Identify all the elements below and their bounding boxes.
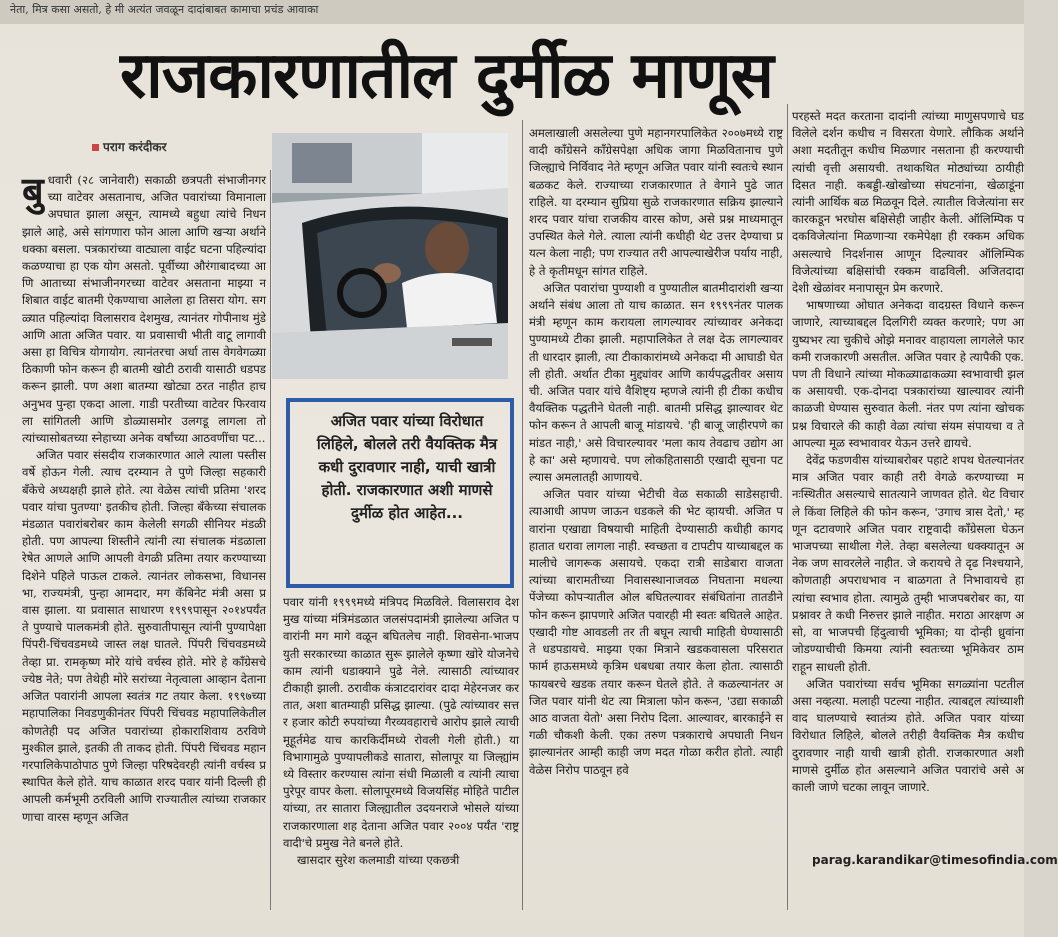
column-divider — [522, 120, 523, 910]
dropcap: बु — [22, 169, 44, 213]
photo-car-image — [272, 133, 508, 379]
column-3 — [529, 125, 783, 910]
column-2-lower — [283, 594, 519, 914]
paragraph: अमलाखाली असलेल्या पुणे महानगरपालिकेत २००७मध्ये राष्ट्रवादी काँग्रेसने काँग्रेसपेक्षा अधिक जागा मिळवितानाच पुणे जिल्ह्याचे निर्विवाद नेते म्हणून अजित पवार यांनी स्वतःचे स्थान बळकट केले. राज्याच्या राजकारणात ते वेगाने पुढे जात राहिले. या दरम्यान सुप्रिया सुळे राजकारणात सक्रिय झाल्याने शरद पवार यांचा राजकीय वारस कोण, असे प्रश्न माध्यमातून उपस्थित केले गेले. त्याला त्यांनी कधीही थेट उत्तर देण्याचा प्रयत्न केला नाही; पण राज्यात तरी आपल्याखेरीज पर्याय नाही, हे ते कृतीमधून सांगत राहिले. — [529, 126, 783, 278]
byline-marker-icon — [92, 144, 99, 151]
byline — [92, 138, 167, 155]
paragraph: अजित पवारांचा पुण्याशी व पुण्यातील बातमीदारांशी खऱ्या अर्थाने संबंध आला तो याच काळात. सन १९९९नंतर पालकमंत्री म्हणून काम करायला लागल्यावर त्यांच्यावर अनेकदा पुण्यामध्ये टीका झाली. महापालिकेत ते लक्ष देऊ लागल्यावर ती धारदार झाली, त्या टीकाकारांमध्ये अनेकदा मी आघाडी घेतली होती. अर्थात टीका मुद्द्यांवर आणि कार्यपद्धतीवर असायची. अजित पवार यांचे वैशिष्ट्य म्हणजे त्यांनी ही टीका कधीच वैयक्तिक पद्धतीने घेतली नाही. बातमी प्रसिद्ध झाल्यावर थेट फोन करून ते आपली बाजू मांडायचे. 'ही बाजू जाहीरपणे का मांडत नाही,' असे विचारल्यावर 'मला काय तेवढाच उद्योग आहे का' असे म्हणायचे. पण लोकहितासाठी एखादी सूचना पटल्यास अमलातही आणायचे. — [529, 280, 783, 485]
previous-article-strip: नेता, मित्र कसा असतो, हे मी अत्यंत जवळून दादांबाबत कामाचा प्रचंड आवाका — [0, 0, 1024, 24]
paragraph: खासदार सुरेश कलमाडी यांच्या एकछत्री — [297, 853, 460, 868]
column-1 — [22, 169, 266, 892]
column-divider — [270, 170, 271, 910]
author-name: पराग करंदीकर — [103, 140, 167, 154]
paragraph: अजित पवार संसदीय राजकारणात आले त्याला पस्तीस वर्षे होऊन गेली. त्याच दरम्यान ते पुणे जिल्हा सहकारी बँकेचे अध्यक्षही झाले होते. त्या वेळेस त्यांची प्रतिमा 'शरद पवार यांचा पुतण्या' इतकीच होती. जिल्हा बँकेच्या संचालक मंडळात पवारांबरोबर काम केलेली सगळी सीनियर मंडळी होती. पण आपल्या शिस्तीने त्यांनी त्या संचालक मंडळाला रेषेत आणले आणि आपली वेगळी प्रतिमा तयार करण्याच्या दिशेने पहिले पाऊल टाकले. त्यानंतर लोकसभा, विधानसभा, राज्यमंत्री, पुन्हा आमदार, मग कॅबिनेट मंत्री असा प्रवास झाला. या प्रवासात साधारण १९९९पासून २०१४पर्यंत ते पुण्याचे पालकमंत्री होते. सुरुवातीपासून त्यांनी पुण्यापेक्षा पिंपरी-चिंचवडमध्ये जास्त लक्ष घातले. पिंपरी चिंचवडमध्ये तेव्हा प्रा. रामकृष्ण मोरे यांचे वर्चस्व होते. मोरे हे काँग्रेसचे ज्येष्ठ नेते; पण तेथेही मोरे सरांच्या नेतृत्वाला आव्हान देताना अजित पवारांनी आपला स्वतंत्र गट तयार केला. १९९७च्या महापालिका निवडणुकीनंतर पिंपरी चिंचवड महापालिकेतील कोणतेही पद अजित पवारांच्या होकाराशिवाय ठरविणे मुश्कील झाले, इतकी ती ताकद होती. पिंपरी चिंचवड महानगरपालिकेपाठोपाठ पुणे जिल्हा परिषदेवरही त्यांनी वर्चस्व प्रस्थापित केले होते. याच काळात शरद पवार यांनी दिल्ली ही आपली कर्मभूमी ठरविली आणि राज्यातील त्यांच्या राजकारणाचा वारस म्हणून अजित — [22, 448, 266, 824]
paragraph: भाषणाच्या ओघात अनेकदा वादग्रस्त विधाने करून जाणारे, त्याच्याबद्दल दिलगिरी व्यक्त करणारे; पण आयुष्यभर त्या चुकीचे ओझे मनावर वाहायला लागलेले फार कमी राजकारणी असतील. अजित पवार हे त्यापैकी एक. पण ती विधाने त्यांच्या मोकळ्याढाकळ्या स्वभावाची झलक असायची. एक-दोनदा पत्रकारांच्या खाल्यावर त्यांनी काळजी घेण्यास सुरुवात केली. नंतर पण त्यांना खोचक प्रश्न विचारले की काही वेळा त्यांचा संयम संपायचा व ते आपल्या मूळ स्वभावावर येऊन उत्तरे द्यायचे. — [792, 298, 1024, 450]
paragraph: बुधवारी (२८ जानेवारी) सकाळी छत्रपती संभाजीनगरच्या वाटेवर असतानाच, अजित पवारांच्या विमानाला अपघात झाला असून, त्यामध्ये बहुधा त्यांचे निधन झाले आहे, असे सांगणारा फोन आला आणि खऱ्या अर्थाने धक्का बसला. पत्रकारांच्या वाट्याला वाईट घटना पहिल्यांदा कळण्याचा हा एक योग असतो. पूर्वीच्या औरंगाबादच्या आणि आताच्या संभाजीनगरच्या वाटेवर असताना माझ्या नशिबात वाईट बातमी ऐकण्याचा आलेला हा तिसरा योग. सगळ्यात पहिल्यांदा विलासराव देशमुख, त्यानंतर गोपीनाथ मुंडे आणि आता अजित पवार. या प्रवासाची भीती वाटू लागावी असा हा विचित्र योगायोग. त्यानंतरचा अर्धा तास वेगवेगळ्या ठिकाणी फोन करून ही बातमी खोटी ठरावी यासाठी धडपड करून झाली. पण अशा बातम्या खोट्या ठरत नाहीत हाच अनुभव पुन्हा एकदा आला. गाडी परतीच्या वाटेवर फिरवायला सांगितली आणि डोळ्यासमोर उलगडू लागला तो त्यांच्यासोबतच्या स्नेहाच्या अनेक वर्षांच्या आठवणींचा पट... — [22, 169, 266, 446]
column-divider — [787, 104, 788, 910]
article-photo — [272, 133, 508, 379]
paragraph: परहस्ते मदत करताना दादांनी त्यांच्या माणुसपणाचे घडविलेले दर्शन कधीच न विसरता येणारे. लौकिक अर्थाने अशा मदतीतून कधीच मिळणार नसताना ही करण्याची त्यांची वृत्ती असायची. तथाकथित मोठ्यांच्या ठायीही दिसत नाही. कबड्डी-खोखोच्या संघटनांना, खेळाडूंना त्यांनी आर्थिक बळ मिळवून दिले. त्यातील विजेत्यांना सरकारकडून भरघोस बक्षिसेही जाहीर केली. ऑलिम्पिक पदकविजेत्यांना मिळणाऱ्या रकमेपेक्षा ही रक्कम अधिक असल्याचे निदर्शनास आणून दिल्यावर ऑलिम्पिक विजेत्यांच्या बक्षिसांची रक्कम वाढविली. अजितदादा देशी खेळांवर मनापासून प्रेम करणारे. — [792, 109, 1024, 296]
headline: राजकारणातील दुर्मीळ माणूस — [120, 39, 773, 113]
paragraph: अजित पवारांच्या सर्वच भूमिका सगळ्यांना पटतील असा नव्हत्या. मलाही पटल्या नाहीत. त्याबद्दल त्यांच्याशी वाद घालण्याचे स्वातंत्र्य होते. अजित पवार यांच्या विरोधात लिहिले, बोलले तरीही वैयक्तिक मैत्र कधीच दुरावणार नाही याची खात्री होती. राजकारणात अशी माणसे दुर्मीळ होत असल्याने अजित पवारांचे असे अकाली जाणे चटका लावून जाणारे. — [792, 676, 1024, 794]
paragraph: देवेंद्र फडणवीस यांच्याबरोबर पहाटे शपथ घेतल्यानंतर मात्र अजित पवार काही तरी वेगळे करण्याच्या मनःस्थितीत असल्याचे सातत्याने जाणवत होते. थेट विचारले किंवा लिहिले की फोन करून, 'उगाच त्रास देतो,' म्हणून दटावणारे अजित पवार राष्ट्रवादी काँग्रेसला घेऊन भाजपच्या साथीला गेले. तेव्हा बसलेल्या धक्क्यातून अनेक जण सावरलेले नाहीत. जे करायचे ते दृढ निश्चयाने, कोणताही अपराधभाव न बाळगता ते निभावायचे हा त्यांचा स्वभाव होता. त्यामुळे तुम्ही भाजपबरोबर का, या प्रश्नावर ते कधी निरुत्तर झाले नाहीत. मराठा आरक्षण असो, वा भाजपची हिंदुत्वाची भूमिका; या दोन्ही ध्रुवांना जोडण्याचीची किमया त्यांनी स्वतःच्या भूमिकेवर ठाम राहून साधली होती. — [792, 453, 1024, 674]
paragraph: अजित पवार यांच्या भेटीची वेळ सकाळी साडेसहाची. त्याआधी आपण जाऊन धडकले की भेट व्हायची. अजित पवारांना एखाद्या विषयाची माहिती देण्यासाठी कधीही कागद हातात धरावा लागला नाही. स्वच्छता व टापटीप याच्याबद्दल कमालीचे जागरूक असायचे. एकदा रात्री साडेबारा वाजता त्यांच्या बारामतीच्या निवासस्थानाजवळ निघताना मधल्या पेंजेच्या कोपऱ्यातील ओल बघितल्यावर संबंधितांना तातडीने फोन करून झापणारे अजित पवारही मी स्वतः बघितले आहेत. एखादी गोष्ट आवडली तर ती बघून त्याची माहिती घेण्यासाठी ते धडपडायचे. माझ्या एका मित्राने खडकवासला परिसरात फार्म हाऊसमध्ये कृत्रिम धबधबा तयार केला होता. त्यासाठी फायबरचे खडक तयार करून घेतले होते. ते कळल्यानंतर अजित पवार यांनी थेट त्या मित्राला फोन करून, 'उद्या सकाळी आठ वाजता येतो' असा निरोप दिला. आल्यावर, बारकाईने सगळी चौकशी केली. एका तरुण पत्रकाराचे अपघाती निधन झाल्यानंतर आम्ही काही जण मदत गोळा करीत होतो. त्याही वेळेस निरोप पाठवून हवे — [529, 487, 783, 777]
column-4 — [792, 108, 1024, 846]
author-email: parag.karandikar@timesofindia.com — [812, 853, 1058, 867]
paragraph: पवार यांनी १९९९मध्ये मंत्रिपद मिळविले. विलासराव देशमुख यांच्या मंत्रिमंडळात जलसंपदामंत्री झालेल्या अजित पवारांनी मग मागे वळून बघितलेच नाही. शिवसेना-भाजप युती सरकारच्या काळात सुरू झालेले कृष्णा खोरे योजनेचे काम त्यांनी धडाक्याने पुढे नेले. त्यासाठी त्यांच्यावर टीकाही झाली. ठरावीक कंत्राटदारांवर दादा मेहेरनजर करतात, अशा बातम्याही प्रसिद्ध झाल्या. (पुढे त्यांच्यावर सत्तर हजार कोटी रुपयांच्या गैरव्यवहाराचे आरोप झाले त्याची मूहूर्तमेढ याच कारकिर्दीमध्ये रोवली गेली होती.) या विभागामुळे पुण्यापलीकडे सातारा, सोलापूर या जिल्ह्यांमध्ये विस्तार करण्यास त्यांना संधी मिळाली व त्यांनी त्याचा पुरेपूर वापर केला. सोलापूरमध्ये विजयसिंह मोहिते पाटील यांच्या, तर सातारा जिल्ह्यातील उदयनराजे भोसले यांच्या राजकारणाला शह देताना अजित पवार २००४ पर्यंत 'राष्ट्रवादी'चे प्रमुख नेते बनले होते. — [283, 595, 519, 850]
pull-quote: अजित पवार यांच्या विरोधात लिहिले, बोलले तरी वैयक्तिक मैत्र कधी दुरावणार नाही, याची खात्री होती. राजकारणात अशी माणसे दुर्मीळ होत आहेत... — [286, 398, 510, 588]
